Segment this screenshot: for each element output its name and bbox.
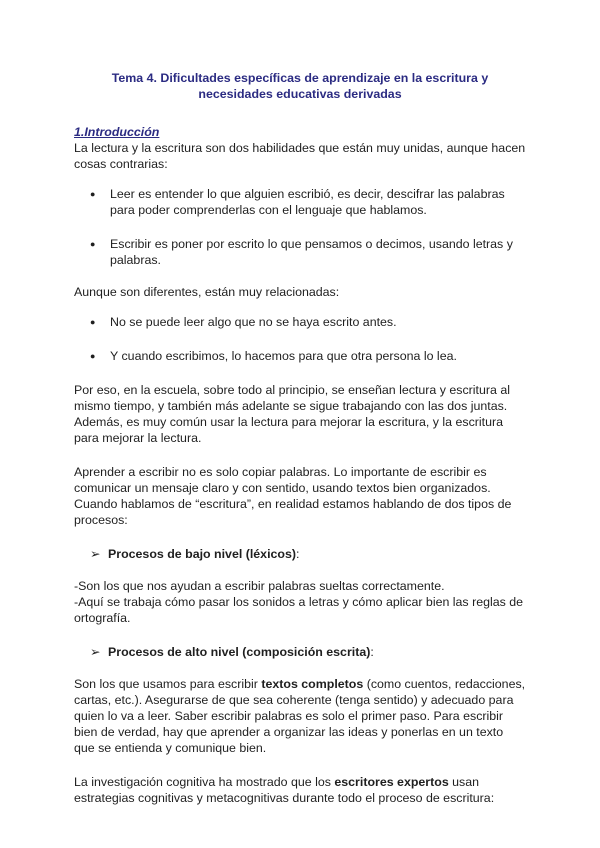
research-text-before: La investigación cognitiva ha mostrado que los: [74, 775, 335, 789]
research-text-after: usan estrategias cognitivas y metacognitivas durante todo el proceso de escritura:: [74, 775, 495, 805]
document-title: Tema 4. Dificultades específicas de aprendizaje en la escritura y necesidades educativas derivadas: [111, 71, 489, 101]
low-level-line-1: -Son los que nos ayudan a escribir palabras sueltas correctamente.: [74, 579, 445, 593]
list-item: ● Leer es entender lo que alguien escribió, es decir, descifrar las palabras para poder comprenderlas con el lenguaje que hablamos.: [110, 186, 526, 218]
section-heading: 1.Introducción: [74, 125, 160, 139]
high-level-paragraph: [74, 676, 526, 756]
high-level-suffix: :: [370, 645, 374, 659]
high-level-text-bold: textos completos: [261, 677, 364, 691]
research-text-bold: escritores expertos: [334, 775, 449, 789]
high-level-label: Procesos de alto nivel (composición escrita): [108, 645, 371, 659]
research-paragraph: [74, 774, 526, 806]
relation-paragraph: Aunque son diferentes, están muy relacionadas:: [74, 285, 340, 299]
high-level-text-before: Son los que usamos para escribir: [74, 677, 262, 691]
list-item: ● Y cuando escribimos, lo hacemos para que otra persona lo lea.: [110, 348, 526, 364]
learning-paragraph: Aprender a escribir no es solo copiar palabras. Lo importante de escribir es comunicar un mensaje claro y con sentido, usando textos bien organizados. Cuando hablamos de “escritura”, en realidad estamos hablando de dos tipos de procesos:: [74, 465, 512, 527]
intro-paragraph: La lectura y la escritura son dos habilidades que están muy unidas, aunque hacen cosas contrarias:: [74, 141, 526, 171]
relation-list: [74, 314, 526, 364]
high-level-heading: [74, 644, 526, 660]
low-level-label: Procesos de bajo nivel (léxicos): [108, 547, 296, 561]
school-paragraph: Por eso, en la escuela, sobre todo al principio, se enseñan lectura y escritura al mismo tiempo, y también más adelante se sigue trabajando con las dos juntas. Además, es muy común usar la lectura para mejorar la escritura, y la escritura para mejorar la lectura.: [74, 383, 510, 445]
list-item: ● Escribir es poner por escrito lo que pensamos o decimos, usando letras y palabras.: [110, 236, 526, 268]
low-level-heading: [74, 546, 526, 562]
arrow-bullet-icon: ➢: [90, 547, 101, 561]
reading-writing-list: [74, 186, 526, 268]
low-level-suffix: :: [296, 547, 300, 561]
arrow-bullet-icon: ➢: [90, 645, 101, 659]
list-item: ● No se puede leer algo que no se haya escrito antes.: [110, 314, 526, 330]
low-level-line-2: -Aquí se trabaja cómo pasar los sonidos a letras y cómo aplicar bien las reglas de ortografía.: [74, 595, 524, 625]
high-level-text-after: (como cuentos, redacciones, cartas, etc.). Asegurarse de que sea coherente (tenga sentido) y adecuado para quien lo va a leer. Saber escribir palabras es solo el primer paso. Para escribir bien de verdad, hay que aprender a organizar las ideas y ponerlas en un texto que se entienda y comunique bien.: [74, 677, 526, 755]
